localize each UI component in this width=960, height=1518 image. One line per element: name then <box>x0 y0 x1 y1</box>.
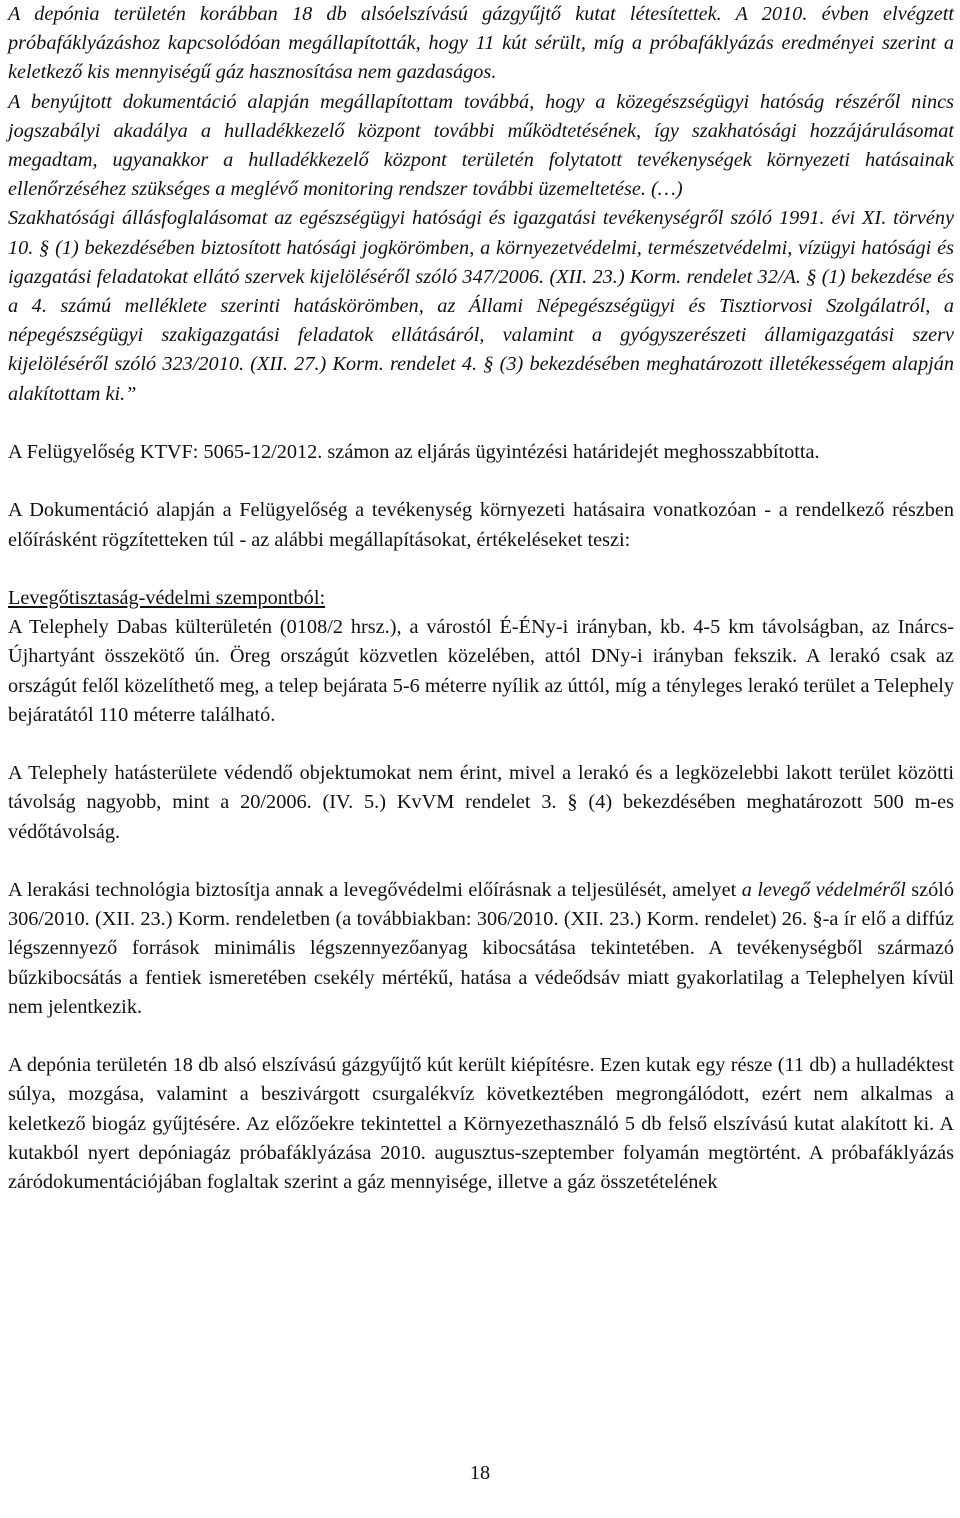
lerakasi-text-b: szóló 306/2010. (XII. 23.) Korm. rendeletben (a továbbiakban: 306/2010. (XII. 23.) Korm. rendelet) 26. §-a ír elő a diffúz légszennyező források minimális légszennyezőanyag kibocsátása tekintetében. A tevékenységből származó bűzkibocsátás a fentiek ismeretében csekély mértékű, hatása a védeődsáv miatt gyakorlatilag a Telephelyen kívül nem jelentkezik. <box>8 879 954 1018</box>
intro-paragraph-1: A depónia területén korábban 18 db alsóelszívású gázgyűjtő kutat létesítettek. A 2010. évben elvégzett próbafáklyázáshoz kapcsolódóan megállapították, hogy 11 kút sérült, míg a próbafáklyázás eredményei szerint a keletkező kis mennyiségű gáz hasznosítása nem gazdaságos. <box>8 3 954 84</box>
intro-paragraph-3: Szakhatósági állásfoglalásomat az egészségügyi hatósági és igazgatási tevékenységről szóló 1991. évi XI. törvény 10. § (1) bekezdésében biztosított hatósági jogkörömben, a környezetvédelmi, természetvédelmi, vízügyi hatósági és igazgatási feladatokat ellátó szervek kijelöléséről szóló 347/2006. (XII. 23.) Korm. rendelet 32/A. § (1) bekezdése és a 4. számú melléklete szerinti hatáskörömben, az Állami Népegészségügyi és Tisztiorvosi Szolgálatról, a népegészségügyi szakigazgatási feladatok ellátásáról, valamint a gyógyszerészeti államigazgatási szerv kijelöléséről szóló 323/2010. (XII. 27.) Korm. rendelet 4. § (3) bekezdésében meghatározott illetékességem alapján alakítottam ki.” <box>8 207 954 405</box>
document-page <box>8 0 954 1197</box>
dokumentacio-paragraph: A Dokumentáció alapján a Felügyelőség a tevékenység környezeti hatásaira vonatkozóan - a rendelkező részben előírásként rögzítetteken túl - az alábbi megállapításokat, értékeléseket teszi: <box>8 499 954 551</box>
lerakasi-text-italic: a levegő védelméről <box>741 879 906 902</box>
intro-paragraph-2: A benyújtott dokumentáció alapján megállapítottam továbbá, hogy a közegészségügyi hatóság részéről nincs jogszabályi akadálya a hulladékkezelő központ további működtetésének, így szakhatósági hozzájárulásomat megadtam, ugyanakkor a hulladékkezelő központ területén folytatott tevékenységek környezeti hatásainak ellenőrzéséhez szükséges a meglévő monitoring rendszer további üzemeltetése. (…) <box>8 90 954 201</box>
deponia-paragraph: A depónia területén 18 db alsó elszívású gázgyűjtő kút került kiépítésre. Ezen kutak egy része (11 db) a hulladéktest súlya, mozgása, valamint a beszivárgott csurgalékvíz következtében megrongálódott, ezért nem alkalmas a keletkező biogáz gyűjtésére. Az előzőekre tekintettel a Környezethasználó 5 db felső elszívású kutat alakított ki. A kutakból nyert depóniagáz próbafáklyázása 2010. augusztus-szeptember folyamán megtörtént. A próbafáklyázás záródokumentációjában foglaltak szerint a gáz mennyisége, illetve a gáz összetételének <box>8 1054 954 1194</box>
page-number: 18 <box>469 1462 491 1484</box>
telephely-location-paragraph: A Telephely Dabas külterületén (0108/2 hrsz.), a várostól É-ÉNy-i irányban, kb. 4-5 km távolságban, az Inárcs-Újhartyánt összekötő ún. Öreg országút közvetlen közelében, attól DNy-i irányban fekszik. A lerakó csak az országút felől közelíthető meg, a telep bejárata 5-6 méterre nyílik az úttól, míg a tényleges lerakó terület a Telephely bejáratától 110 méterre található. <box>8 616 954 726</box>
ktvf-paragraph: A Felügyelőség KTVF: 5065-12/2012. számon az eljárás ügyintézési határidejét meghosszabbította. <box>8 441 820 464</box>
section-heading-levegotisztasag: Levegőtisztaság-védelmi szempontból: <box>8 587 326 610</box>
lerakasi-text-a: A lerakási technológia biztosítja annak a levegővédelmi előírásnak a teljesülését, amelyet <box>8 879 742 902</box>
telephely-hatasterulet-paragraph: A Telephely hatásterülete védendő objektumokat nem érint, mivel a lerakó és a legközelebbi lakott terület közötti távolság nagyobb, mint a 20/2006. (IV. 5.) KvVM rendelet 3. § (4) bekezdésében meghatározott 500 m-es védőtávolság. <box>8 762 954 843</box>
lerakasi-technologia-paragraph <box>8 876 954 1022</box>
